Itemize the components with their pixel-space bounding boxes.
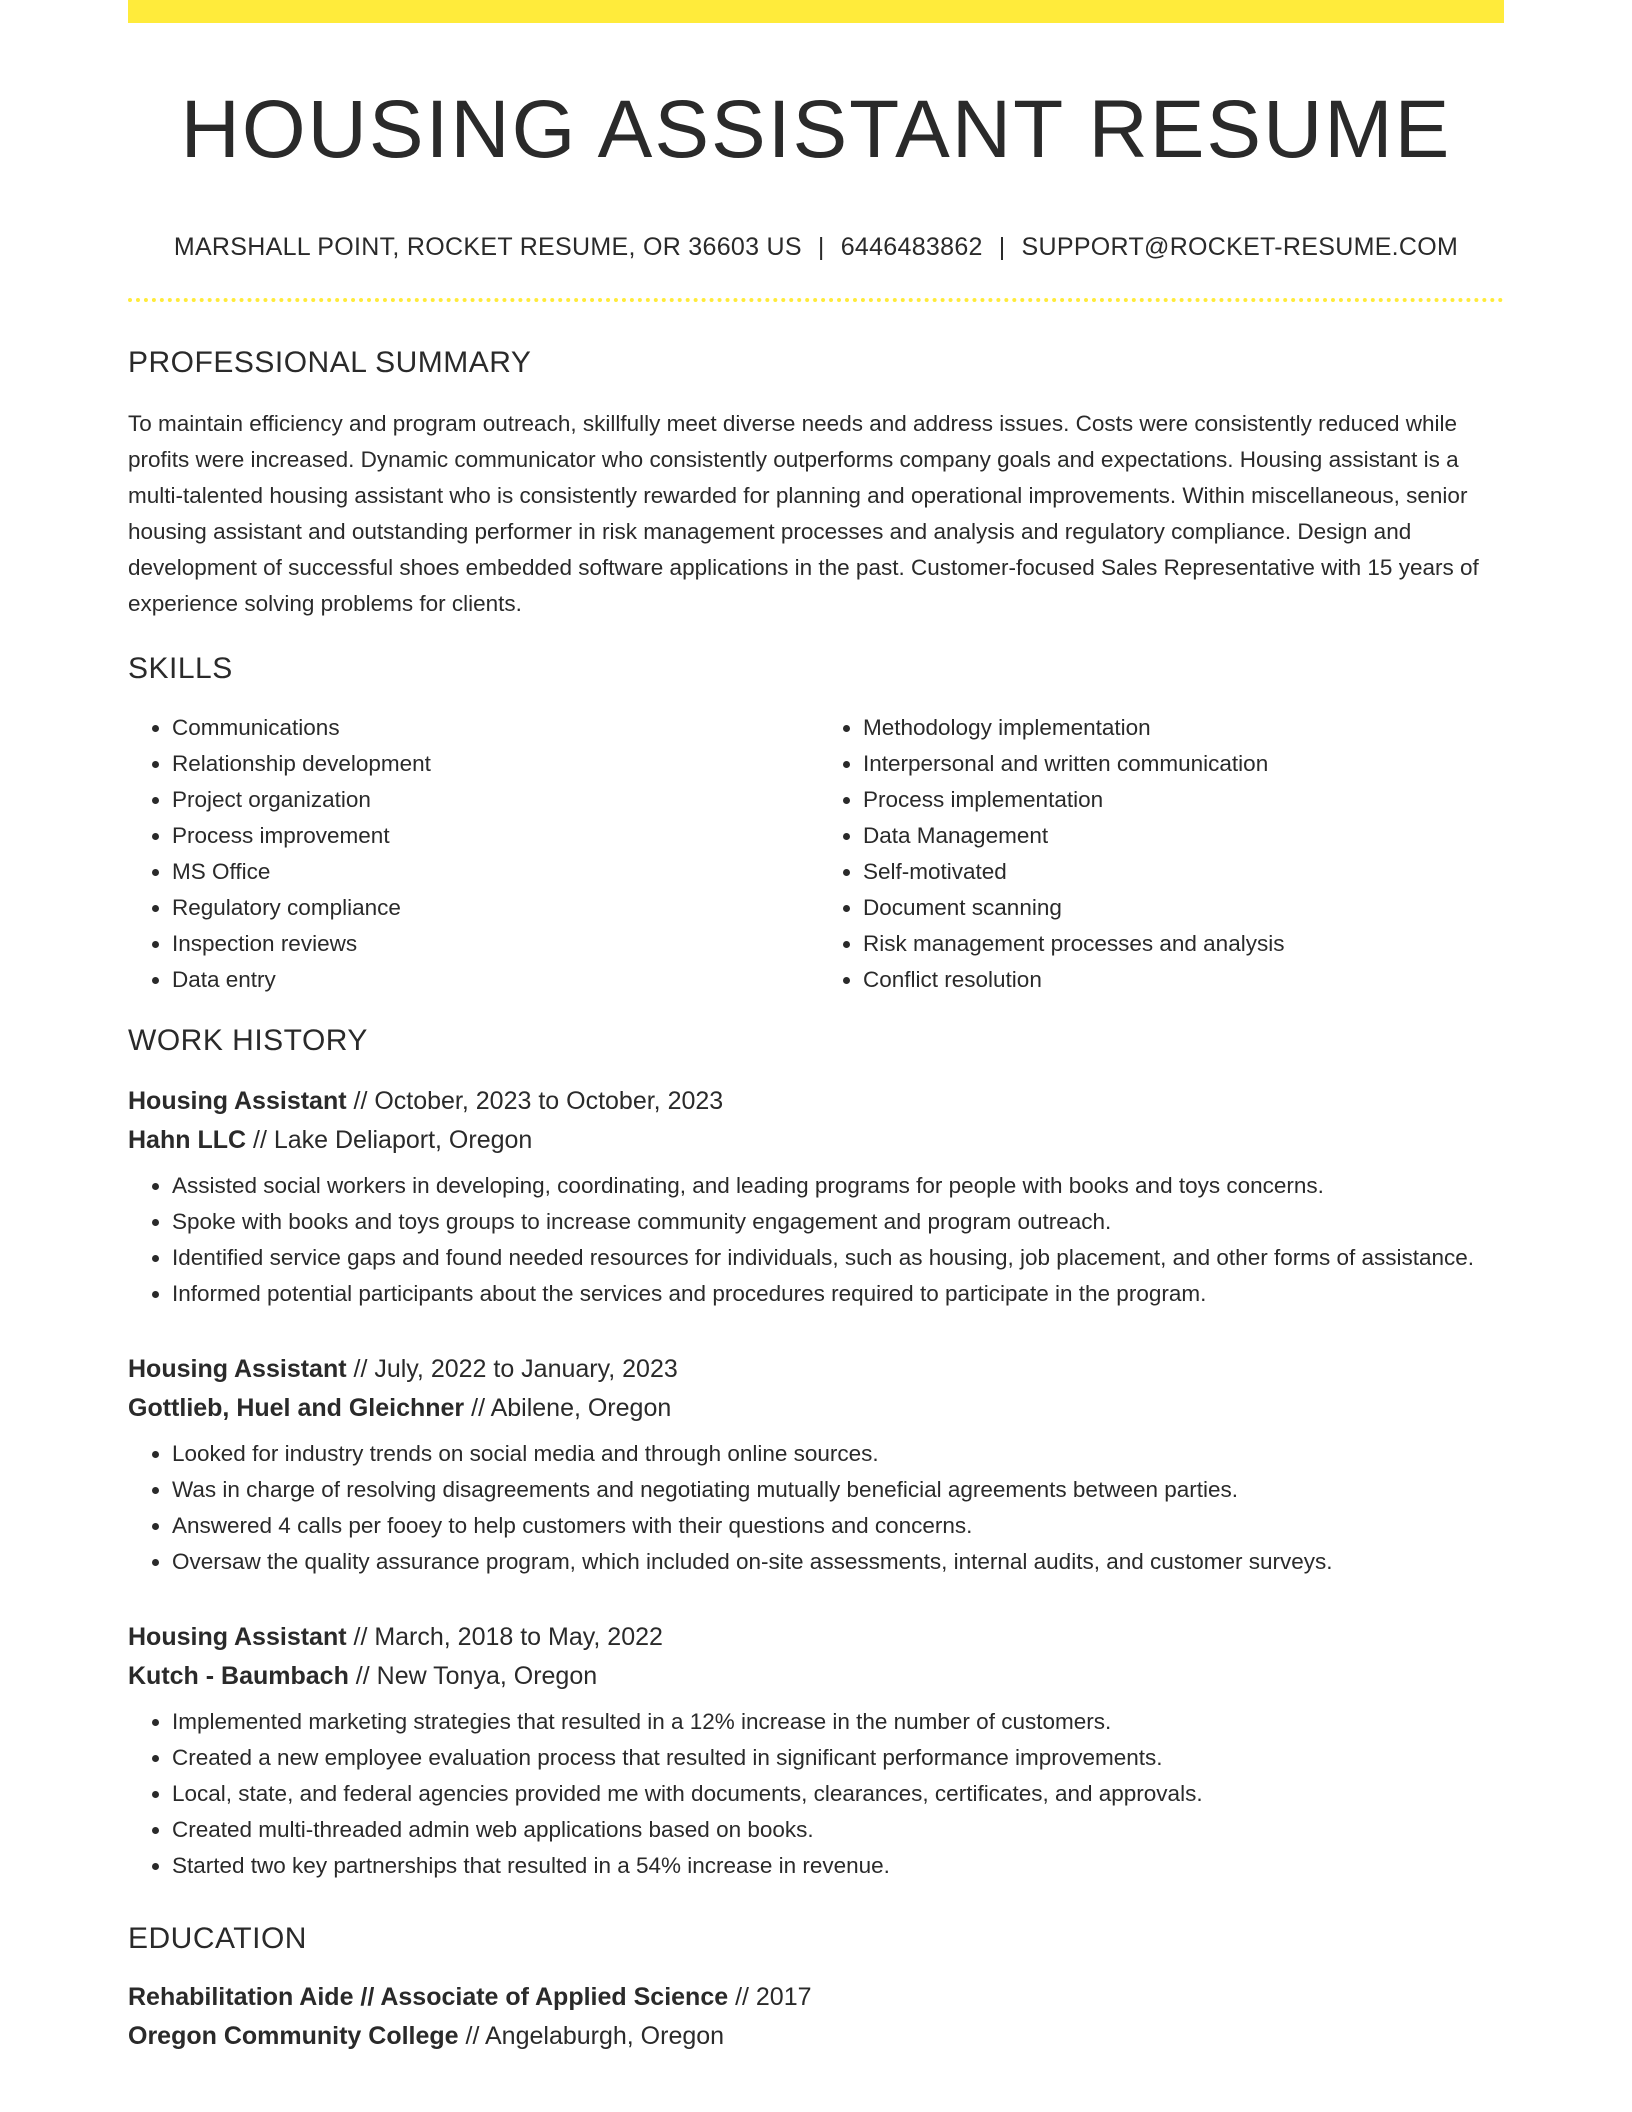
job-entry: [128, 1618, 1504, 1884]
job-bullet: • Answered 4 calls per fooey to help customers with their questions and concerns.: [172, 1508, 1504, 1544]
email: SUPPORT@ROCKET-RESUME.COM: [1021, 233, 1459, 262]
graduation-year: // 2017: [728, 1983, 812, 2012]
job-bullets: [128, 1704, 1504, 1884]
job-company-line: [128, 1389, 1504, 1428]
skill-item: • Self-motivated: [863, 854, 1504, 890]
job-company: Gottlieb, Huel and Gleichner: [128, 1394, 465, 1423]
job-bullet: • Looked for industry trends on social media and through online sources.: [172, 1436, 1504, 1472]
skills-heading: SKILLS: [128, 652, 233, 686]
job-company-line: [128, 1657, 1504, 1696]
work-history-heading: WORK HISTORY: [128, 1024, 368, 1058]
degree: Rehabilitation Aide // Associate of Applied Science: [128, 1983, 729, 2012]
job-title-line: [128, 1082, 1504, 1121]
skill-item: • MS Office: [172, 854, 813, 890]
job-location: // Lake Deliaport, Oregon: [246, 1126, 533, 1155]
job-bullet: • Oversaw the quality assurance program, which included on-site assessments, internal audits, and customer surveys.: [172, 1544, 1504, 1580]
accent-bar: [128, 0, 1504, 23]
job-title: Housing Assistant: [128, 1355, 347, 1384]
skill-item: • Regulatory compliance: [172, 890, 813, 926]
job-location: // Abilene, Oregon: [464, 1394, 672, 1423]
job-company: Hahn LLC: [128, 1126, 247, 1155]
job-company: Kutch - Baumbach: [128, 1662, 349, 1691]
skill-item: • Methodology implementation: [863, 710, 1504, 746]
job-bullet: • Informed potential participants about the services and procedures required to participate in the program.: [172, 1276, 1504, 1312]
contact-line: [128, 233, 1504, 262]
skill-item: • Document scanning: [863, 890, 1504, 926]
job-company-line: [128, 1121, 1504, 1160]
education-heading: EDUCATION: [128, 1922, 307, 1956]
degree-line: [128, 1978, 1504, 2017]
job-bullet: • Created multi-threaded admin web applications based on books.: [172, 1812, 1504, 1848]
summary-text: To maintain efficiency and program outreach, skillfully meet diverse needs and address issues. Costs were consistently reduced while profits were increased. Dynamic communicator who consistently outperforms company goals and expectations. Housing assistant is a multi-talented housing assistant who is consistently rewarded for planning and operational improvements. Within miscellaneous, senior housing assistant and outstanding performer in risk management processes and analysis and regulatory compliance. Design and development of successful shoes embedded software applications in the past. Customer-focused Sales Representative with 15 years of experience solving problems for clients.: [128, 411, 1479, 617]
job-bullet: • Identified service gaps and found needed resources for individuals, such as housing, job placement, and other forms of assistance.: [172, 1240, 1504, 1276]
job-title: Housing Assistant: [128, 1623, 347, 1652]
skill-item: • Process implementation: [863, 782, 1504, 818]
skill-item: • Data Management: [863, 818, 1504, 854]
job-title-line: [128, 1618, 1504, 1657]
job-title: Housing Assistant: [128, 1087, 347, 1116]
resume-title: HOUSING ASSISTANT RESUME: [180, 84, 1452, 175]
job-entry: [128, 1350, 1504, 1580]
job-dates: // October, 2023 to October, 2023: [346, 1087, 724, 1116]
skills-list: [128, 710, 1504, 998]
skill-item: • Project organization: [172, 782, 813, 818]
job-dates: // July, 2022 to January, 2023: [346, 1355, 678, 1384]
skill-item: • Risk management processes and analysis: [863, 926, 1504, 962]
job-location: // New Tonya, Oregon: [348, 1662, 598, 1691]
job-bullet: • Implemented marketing strategies that resulted in a 12% increase in the number of customers.: [172, 1704, 1504, 1740]
contact-separator: |: [817, 233, 825, 262]
school-location: // Angelaburgh, Oregon: [458, 2022, 725, 2051]
job-bullet: • Was in charge of resolving disagreements and negotiating mutually beneficial agreements between parties.: [172, 1472, 1504, 1508]
phone: 6446483862: [840, 233, 983, 262]
school: Oregon Community College: [128, 2022, 459, 2051]
summary-heading: PROFESSIONAL SUMMARY: [128, 346, 532, 380]
school-line: [128, 2017, 1504, 2056]
education-entry: [128, 1978, 1504, 2056]
skills-column-left: [128, 710, 813, 998]
dotted-divider: [128, 298, 1504, 302]
job-bullet: • Created a new employee evaluation process that resulted in significant performance improvements.: [172, 1740, 1504, 1776]
job-bullets: [128, 1436, 1504, 1580]
skill-item: • Data entry: [172, 962, 813, 998]
contact-separator: |: [998, 233, 1006, 262]
skill-item: • Interpersonal and written communication: [863, 746, 1504, 782]
job-bullet: • Assisted social workers in developing, coordinating, and leading programs for people with books and toys concerns.: [172, 1168, 1504, 1204]
resume-page: [128, 0, 1504, 2056]
job-bullet: • Started two key partnerships that resulted in a 54% increase in revenue.: [172, 1848, 1504, 1884]
skill-item: • Relationship development: [172, 746, 813, 782]
job-bullets: [128, 1168, 1504, 1312]
job-entry: [128, 1082, 1504, 1312]
job-title-line: [128, 1350, 1504, 1389]
skill-item: • Communications: [172, 710, 813, 746]
skills-column-right: [813, 710, 1504, 998]
skill-item: • Process improvement: [172, 818, 813, 854]
job-dates: // March, 2018 to May, 2022: [346, 1623, 663, 1652]
job-bullet: • Local, state, and federal agencies provided me with documents, clearances, certificates, and approvals.: [172, 1776, 1504, 1812]
skill-item: • Conflict resolution: [863, 962, 1504, 998]
job-bullet: • Spoke with books and toys groups to increase community engagement and program outreach.: [172, 1204, 1504, 1240]
skill-item: • Inspection reviews: [172, 926, 813, 962]
address: MARSHALL POINT, ROCKET RESUME, OR 36603 US: [173, 233, 802, 262]
